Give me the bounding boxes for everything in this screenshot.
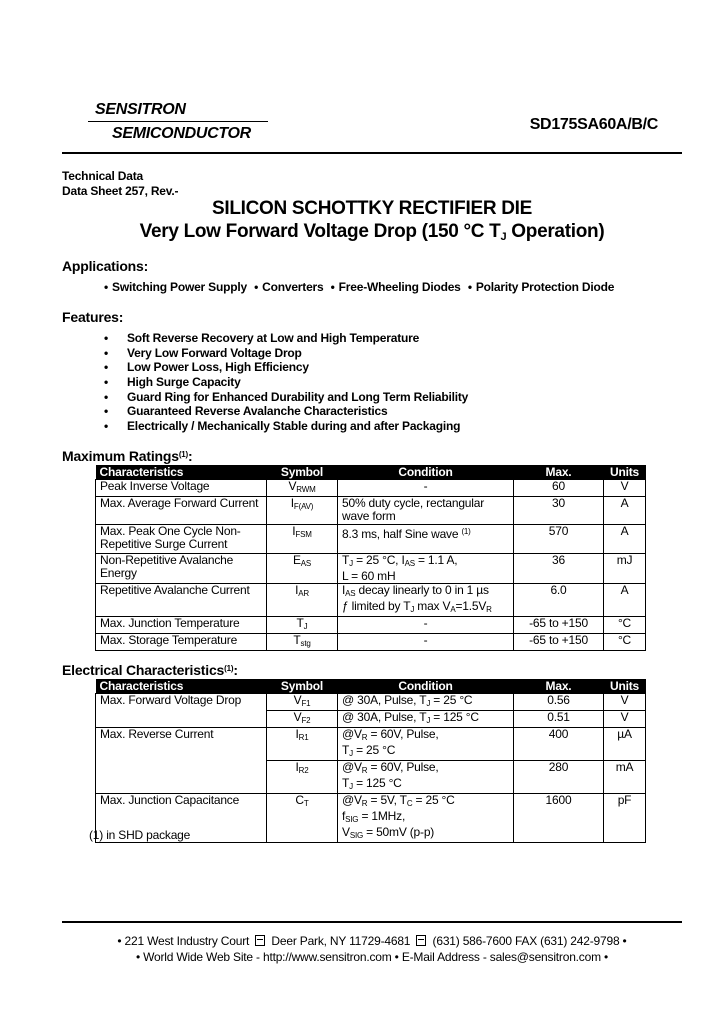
column-header: Max. <box>514 679 604 694</box>
document-title: SILICON SCHOTTKY RECTIFIER DIE <box>211 198 532 219</box>
electrical-characteristics-heading: Electrical Characteristics$^{(1)}$: <box>62 662 238 678</box>
feature-item: • Electrically / Mechanically Stable during and after Packaging <box>104 419 468 434</box>
features-list <box>104 331 468 434</box>
logo-divider <box>88 121 268 122</box>
table-row: Max. Storage Temperature $T_{stg}$ - -65 to +150 °C <box>96 634 646 651</box>
footer-contact: • World Wide Web Site - http://www.sensitron.com • E-Mail Address - sales@sensitron.com • <box>135 950 609 964</box>
part-number: SD175SA60A/B/C <box>529 116 658 133</box>
column-header: Condition <box>338 465 514 480</box>
company-name-line1: SENSITRON <box>95 101 186 118</box>
table-row: $I_{R2}$ $@V_R = 60V$, Pulse, $T_J = 125$ °C 280 mA <box>96 761 646 794</box>
application-item: Converters <box>262 280 324 294</box>
table-row: Max. Junction Capacitance $C_T$ $@V_R = 5V$, $T_C = 25$ °C $f_{SIG} = 1MHz$, $V_{SIG} = 50mV$ (p-p) 1600 pF <box>96 794 646 843</box>
max-ratings-heading: Maximum Ratings$^{(1)}$: <box>62 448 193 464</box>
table-row: $V_{F2}$ @ 30A, Pulse, $T_J = 125$ °C 0.51 V <box>96 711 646 728</box>
table-row: Non-Repetitive Avalanche Energy $E_{AS}$ $T_J = 25$ °C, $I_{AS} = 1.1$ A, L = 60 mH 36 mJ <box>96 554 646 584</box>
feature-item: • Guard Ring for Enhanced Durability and Long Term Reliability <box>104 390 468 405</box>
table-row: Peak Inverse Voltage $V_{RWM}$ - 60 V <box>96 480 646 497</box>
company-name-line2: SEMICONDUCTOR <box>112 125 251 142</box>
footnote: (1) in SHD package <box>89 828 191 842</box>
table-row: Max. Forward Voltage Drop $V_{F1}$ @ 30A, Pulse, $T_J = 25$ °C 0.56 V <box>96 694 646 711</box>
table-row: Max. Junction Temperature $T_J$ - -65 to +150 °C <box>96 617 646 634</box>
max-ratings-table <box>95 465 646 651</box>
applications-heading: Applications: <box>62 258 149 274</box>
footer-rule <box>62 921 682 923</box>
table-row: Max. Peak One Cycle Non-Repetitive Surge Current $I_{FSM}$ 8.3 ms, half Sine wave $^{(1)}$ 570 A <box>96 525 646 554</box>
column-header: Units <box>604 465 646 480</box>
application-item: Free-Wheeling Diodes <box>338 280 461 294</box>
table-row: Max. Average Forward Current $I_{F(AV)}$ 50% duty cycle, rectangular wave form 30 A <box>96 497 646 525</box>
application-item: Switching Power Supply <box>112 280 247 294</box>
column-header: Symbol <box>267 465 338 480</box>
separator-icon <box>255 935 265 946</box>
electrical-characteristics-table <box>95 679 646 843</box>
feature-item: • Soft Reverse Recovery at Low and High Temperature <box>104 331 468 346</box>
column-header: Units <box>604 679 646 694</box>
column-header: Symbol <box>267 679 338 694</box>
features-heading: Features: <box>62 309 124 325</box>
tech-data-label: Technical Data <box>62 169 144 183</box>
table-row: Max. Reverse Current $I_{R1}$ $@V_R = 60V$, Pulse, $T_J = 25$ °C 400 µA <box>96 728 646 761</box>
application-item: Polarity Protection Diode <box>475 280 615 294</box>
column-header: Max. <box>514 465 604 480</box>
column-header: Characteristics <box>96 679 267 694</box>
table-header-row <box>96 679 646 694</box>
column-header: Condition <box>338 679 514 694</box>
footer-address: • 221 West Industry Court Deer Park, NY 11729-4681 (631) 586-7600 FAX (631) 242-9798 • <box>117 934 627 948</box>
document-subtitle: Very Low Forward Voltage Drop (150 °C $T_J$ Operation) <box>139 221 605 243</box>
data-sheet-label: Data Sheet 257, Rev.- <box>62 184 179 198</box>
applications-list: • Switching Power Supply • Converters • Free-Wheeling Diodes • Polarity Protection Diode <box>104 280 615 294</box>
feature-item: • High Surge Capacity <box>104 375 468 390</box>
table-row: Repetitive Avalanche Current $I_{AR}$ $I_{AS}$ decay linearly to 0 in 1 µs ƒ limited by $T_J$ $\max V_A=1.5V_R$ 6.0 A <box>96 584 646 617</box>
feature-item: • Guaranteed Reverse Avalanche Characteristics <box>104 404 468 419</box>
column-header: Characteristics <box>96 465 267 480</box>
phone-icon <box>416 935 426 946</box>
feature-item: • Low Power Loss, High Efficiency <box>104 360 468 375</box>
technical-data-block <box>62 169 178 199</box>
header-rule <box>62 152 682 154</box>
feature-item: • Very Low Forward Voltage Drop <box>104 346 468 361</box>
table-header-row <box>96 465 646 480</box>
